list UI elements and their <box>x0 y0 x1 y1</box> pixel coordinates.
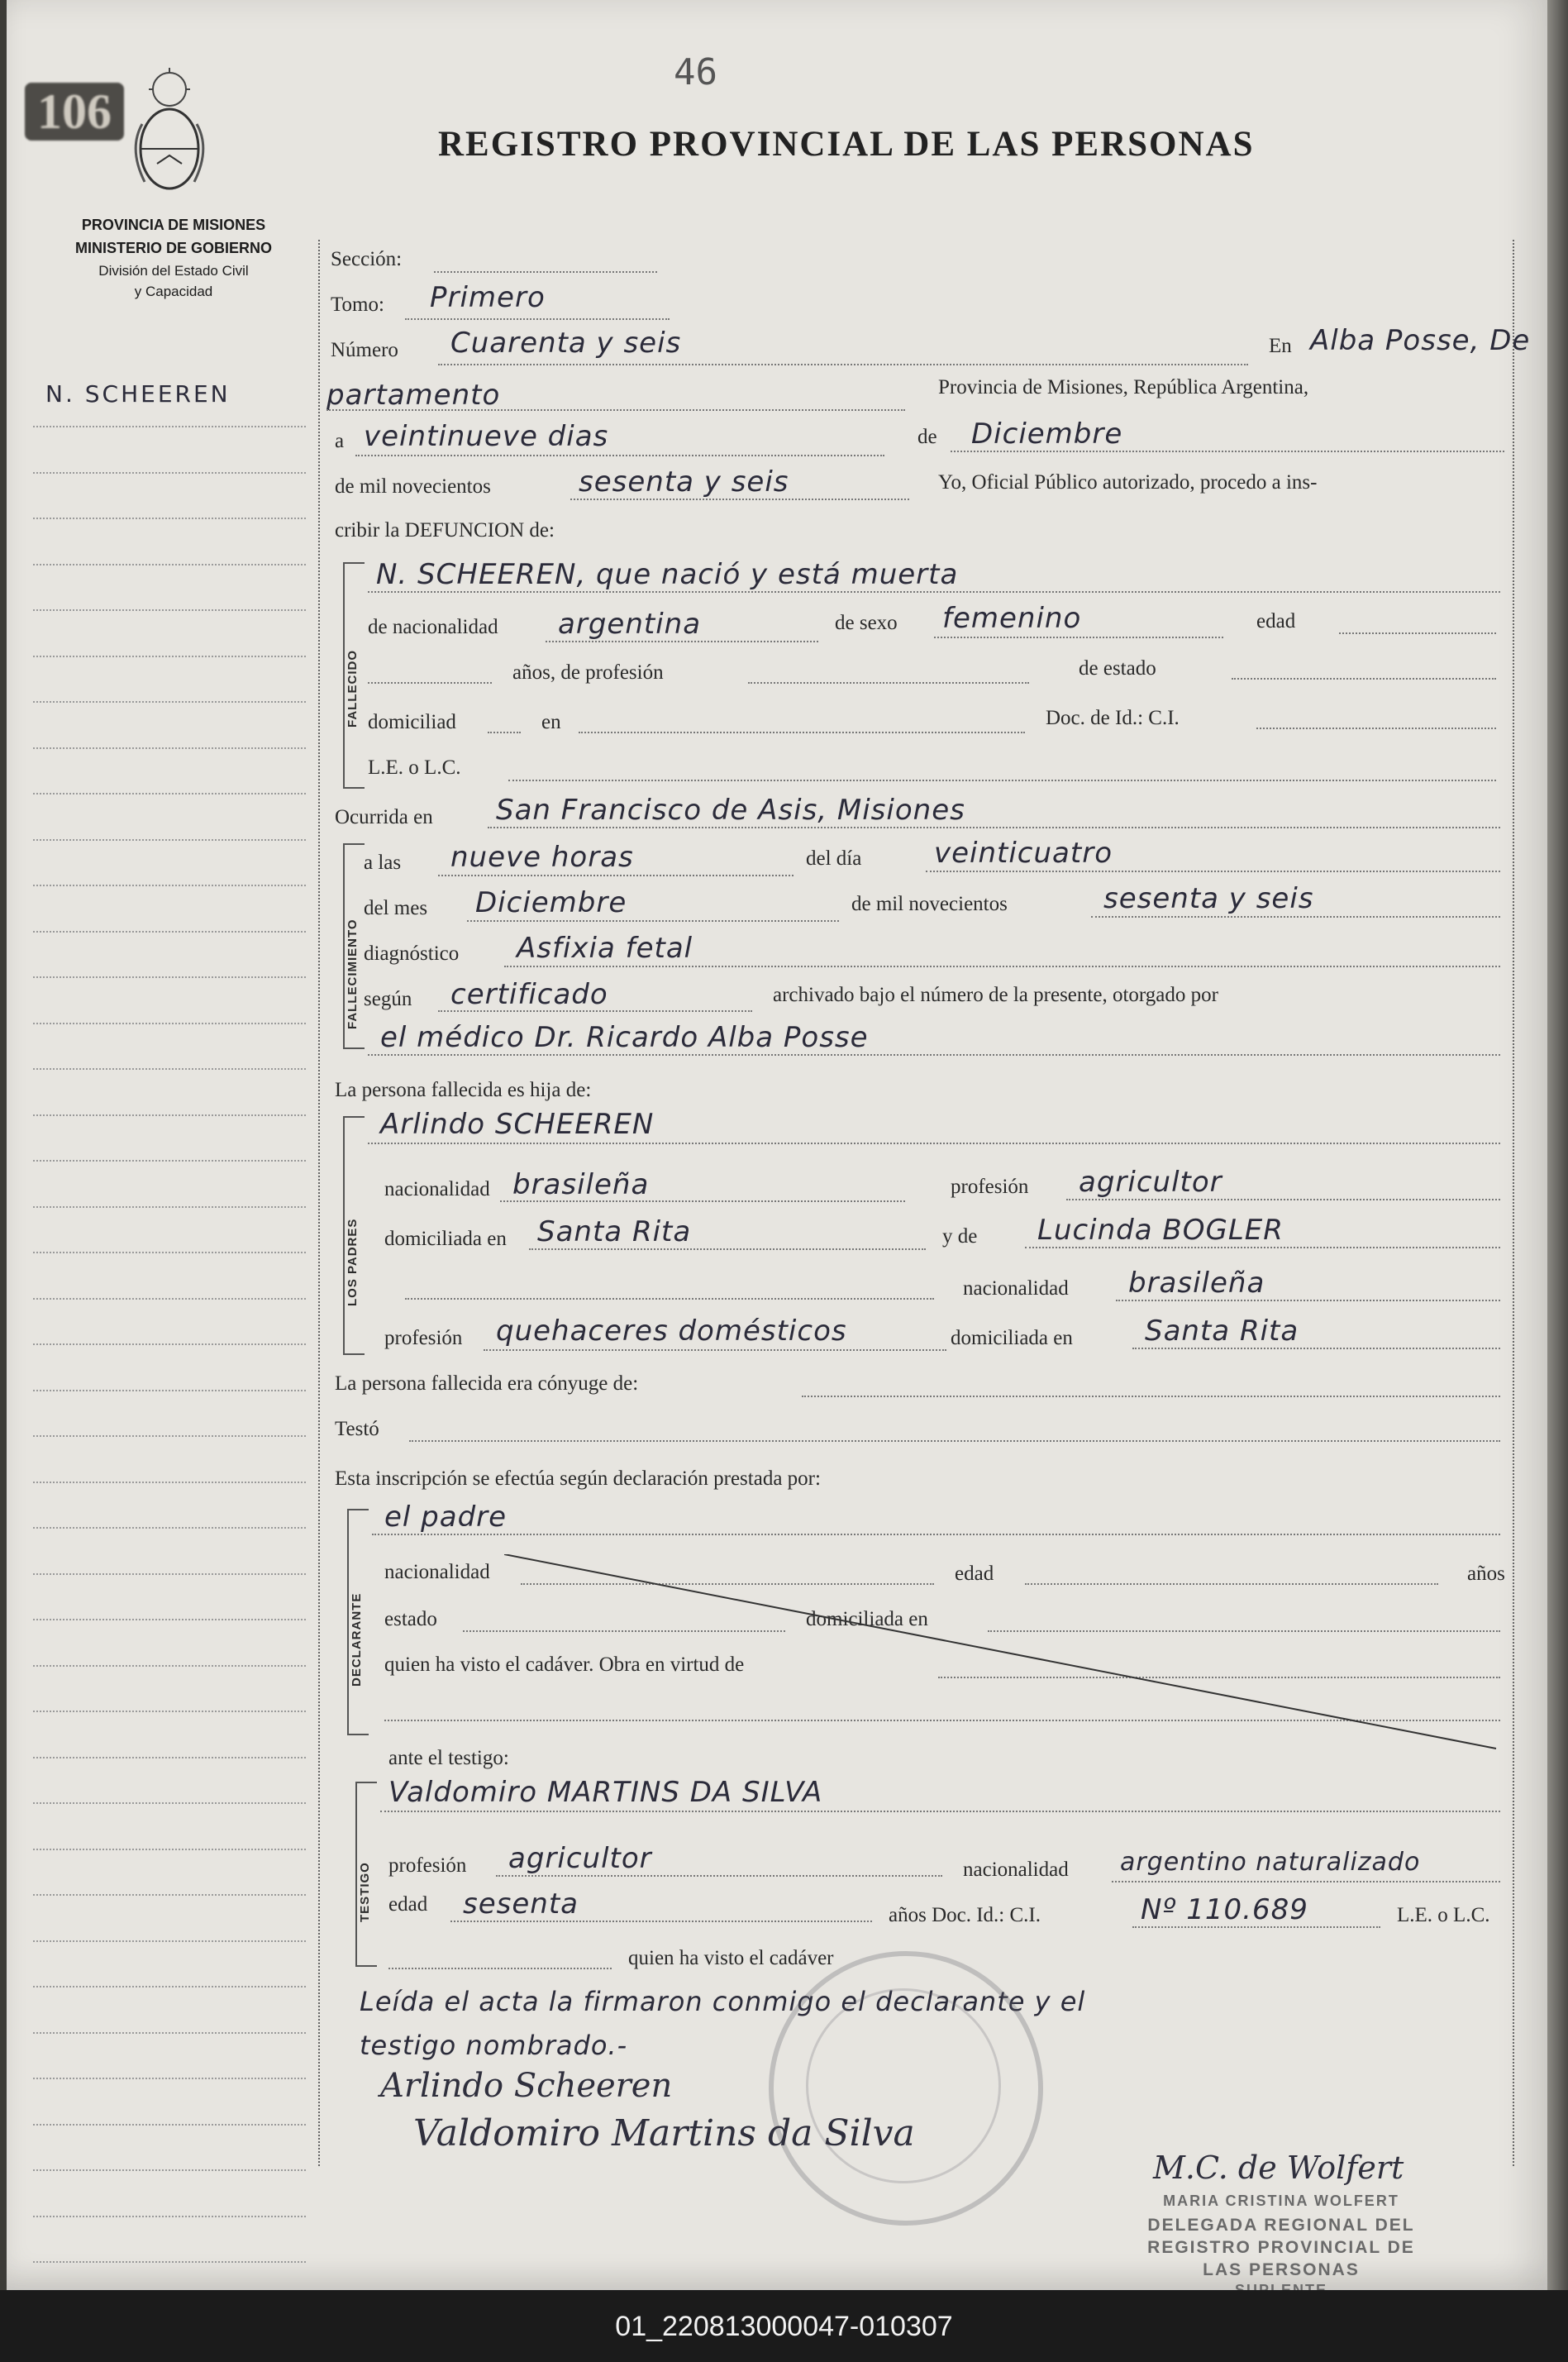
label-doc-id: Doc. de Id.: C.I. <box>1046 707 1180 729</box>
label-anos: años <box>1467 1563 1505 1585</box>
book-binding <box>1547 0 1568 2290</box>
value-anio: sesenta y seis <box>579 465 789 499</box>
margin-ruled-line <box>33 518 306 519</box>
label-en: En <box>1269 335 1292 357</box>
value-segun: certificado <box>450 978 608 1011</box>
label-de: de <box>917 426 937 448</box>
label-profesion-3: profesión <box>388 1854 467 1877</box>
value-lugar: Alba Posse, De <box>1310 324 1531 357</box>
label-a-las: a las <box>364 852 402 874</box>
value-hora: nueve horas <box>450 841 634 874</box>
margin-ruled-line <box>33 1894 306 1896</box>
label-de-mil-2: de mil novecientos <box>851 893 1008 915</box>
label-de-nacionalidad: de nacionalidad <box>368 616 498 638</box>
value-madre-profesion: quehaceres domésticos <box>496 1315 847 1348</box>
value-dia-fall: veinticuatro <box>934 837 1113 870</box>
margin-ruled-line <box>33 609 306 611</box>
label-domiciliada-en: domiciliada en <box>384 1228 507 1250</box>
margin-ruled-line <box>33 1482 306 1483</box>
margin-ruled-line <box>33 656 306 657</box>
margin-ruled-line <box>33 2216 306 2217</box>
value-ocurrida: San Francisco de Asis, Misiones <box>496 794 965 827</box>
label-quien-cadaver-2: quien ha visto el cadáver <box>628 1947 834 1969</box>
value-testigo: Valdomiro MARTINS DA SILVA <box>388 1776 823 1809</box>
label-de-mil: de mil novecientos <box>335 475 491 498</box>
label-ante-testigo: ante el testigo: <box>388 1747 509 1769</box>
inst-line-1: PROVINCIA DE MISIONES <box>81 217 266 233</box>
margin-ruled-line <box>33 2032 306 2034</box>
label-edad-2: edad <box>955 1563 994 1585</box>
value-tomo: Primero <box>430 281 546 314</box>
margin-ruled-line <box>33 426 306 427</box>
inst-line-4: y Capacidad <box>134 284 213 299</box>
margin-ruled-line <box>33 1986 306 1987</box>
value-declarante: el padre <box>384 1501 508 1534</box>
margin-ruled-line <box>33 1665 306 1667</box>
label-a: a <box>335 430 345 452</box>
margin-ruled-line <box>33 1343 306 1345</box>
margin-ruled-line <box>33 1573 306 1575</box>
official-stamp-line-1: MARIA CRISTINA WOLFERT <box>1163 2193 1399 2209</box>
value-sexo: femenino <box>942 602 1082 635</box>
margin-ruled-line <box>33 1390 306 1391</box>
side-label-padres: LOS PADRES <box>346 1218 360 1306</box>
margin-ruled-line <box>33 1757 306 1758</box>
label-nacionalidad: nacionalidad <box>384 1178 490 1200</box>
value-nacionalidad: argentina <box>558 608 702 641</box>
image-caption: 01_220813000047-010307 <box>615 2311 953 2342</box>
label-tomo: Tomo: <box>331 293 384 316</box>
value-fallecido: N. SCHEEREN, que nació y está muerta <box>376 558 959 591</box>
closing-line-2: testigo nombrado.- <box>360 2030 628 2061</box>
margin-ruled-line <box>33 1527 306 1529</box>
label-le-lc: L.E. o L.C. <box>368 756 461 779</box>
left-margin-rule <box>318 240 320 2166</box>
label-diagnostico: diagnóstico <box>364 942 460 965</box>
label-ocurrida: Ocurrida en <box>335 806 433 828</box>
margin-ruled-line <box>33 1160 306 1162</box>
label-provincia: Provincia de Misiones, República Argentina, <box>938 376 1309 398</box>
side-label-fallecimiento: FALLECIMIENTO <box>346 919 360 1029</box>
label-edad: edad <box>1256 610 1296 632</box>
margin-ruled-line <box>33 2124 306 2126</box>
value-padre-nacionalidad: brasileña <box>512 1168 650 1201</box>
official-stamp-line-3: REGISTRO PROVINCIAL DE <box>1147 2238 1415 2257</box>
value-medico: el médico Dr. Ricardo Alba Posse <box>380 1021 869 1054</box>
margin-ruled-line <box>33 1252 306 1253</box>
value-testigo-ci: Nº 110.689 <box>1141 1893 1308 1926</box>
official-stamp-line-2: DELEGADA REGIONAL DEL <box>1147 2216 1415 2235</box>
folio-number: 46 <box>674 51 717 93</box>
side-label-declarante: DECLARANTE <box>350 1592 364 1687</box>
margin-ruled-line <box>33 1206 306 1208</box>
margin-ruled-line <box>33 2261 306 2263</box>
value-padre-profesion: agricultor <box>1079 1166 1222 1199</box>
margin-ruled-line <box>33 1114 306 1116</box>
label-anos-doc: años Doc. Id.: C.I. <box>889 1904 1041 1926</box>
inst-line-3: División del Estado Civil <box>98 263 249 279</box>
label-numero: Número <box>331 339 398 361</box>
value-madre: Lucinda BOGLER <box>1037 1214 1284 1247</box>
value-lugar-2: partamento <box>326 379 501 412</box>
page-title: REGISTRO PROVINCIAL DE LAS PERSONAS <box>438 125 1255 164</box>
label-testo: Testó <box>335 1418 379 1440</box>
margin-ruled-line <box>33 1619 306 1620</box>
label-y-de: y de <box>942 1225 978 1248</box>
value-dia: veintinueve dias <box>364 420 609 453</box>
value-mes: Diciembre <box>971 418 1123 451</box>
signature-testigo: Valdomiro Martins da Silva <box>413 2112 915 2154</box>
margin-ruled-line <box>33 2078 306 2079</box>
label-domiciliad: domiciliad <box>368 711 456 733</box>
value-testigo-nacionalidad: argentino naturalizado <box>1120 1848 1421 1877</box>
label-profesion-2: profesión <box>384 1327 463 1349</box>
label-del-mes: del mes <box>364 897 428 919</box>
side-label-testigo: TESTIGO <box>358 1862 372 1922</box>
value-testigo-profesion: agricultor <box>508 1842 652 1875</box>
label-seccion: Sección: <box>331 248 403 270</box>
margin-ruled-line <box>33 885 306 886</box>
label-conyuge: La persona fallecida era cónyuge de: <box>335 1372 639 1395</box>
margin-note: N. SCHEEREN <box>45 380 231 408</box>
value-anio-fall: sesenta y seis <box>1103 882 1314 915</box>
label-quien-cadaver: quien ha visto el cadáver. Obra en virtud de <box>384 1653 745 1676</box>
value-madre-domicilio: Santa Rita <box>1145 1315 1299 1348</box>
margin-ruled-line <box>33 1435 306 1437</box>
stamp-number: 106 <box>25 83 124 141</box>
label-nacionalidad-3: nacionalidad <box>384 1561 490 1583</box>
value-testigo-edad: sesenta <box>463 1887 579 1921</box>
cancellation-stroke <box>504 1554 1504 1753</box>
margin-ruled-line <box>33 1711 306 1712</box>
label-profesion: profesión <box>951 1176 1029 1198</box>
value-padre: Arlindo SCHEEREN <box>380 1108 655 1141</box>
label-domiciliada-en-2: domiciliada en <box>951 1327 1073 1349</box>
value-diagnostico: Asfixia fetal <box>517 932 693 965</box>
margin-ruled-line <box>33 1298 306 1300</box>
inst-line-2: MINISTERIO DE GOBIERNO <box>74 240 273 256</box>
label-segun: según <box>364 988 412 1010</box>
margin-ruled-line <box>33 793 306 794</box>
margin-ruled-line <box>33 747 306 749</box>
label-en-2: en <box>541 711 561 733</box>
label-inscripcion: Esta inscripción se efectúa según declaración prestada por: <box>335 1467 821 1490</box>
margin-ruled-line <box>33 839 306 841</box>
label-edad-3: edad <box>388 1893 428 1916</box>
label-yo-oficial: Yo, Oficial Público autorizado, procedo a ins- <box>938 471 1318 494</box>
label-nacionalidad-4: nacionalidad <box>963 1859 1069 1881</box>
signature-oficial: M.C. de Wolfert <box>1153 2150 1404 2186</box>
label-de-estado: de estado <box>1079 657 1156 680</box>
value-numero: Cuarenta y seis <box>450 327 682 360</box>
label-nacionalidad-2: nacionalidad <box>963 1277 1069 1300</box>
margin-ruled-line <box>33 1802 306 1804</box>
side-label-fallecido: FALLECIDO <box>346 650 360 728</box>
label-archivado: archivado bajo el número de la presente, otorgado por <box>773 984 1218 1006</box>
label-le-lc-2: L.E. o L.C. <box>1397 1904 1490 1926</box>
margin-ruled-line <box>33 1849 306 1850</box>
margin-ruled-line <box>33 701 306 703</box>
signature-declarante: Arlindo Scheeren <box>380 2067 673 2105</box>
value-padre-domicilio: Santa Rita <box>537 1215 692 1248</box>
margin-ruled-line <box>33 472 306 474</box>
value-mes-fall: Diciembre <box>475 886 627 919</box>
margin-ruled-line <box>33 564 306 565</box>
margin-ruled-line <box>33 2169 306 2171</box>
label-anos-profesion: años, de profesión <box>512 661 664 684</box>
right-margin-rule <box>1513 240 1514 2166</box>
coat-of-arms-icon <box>124 66 215 207</box>
margin-ruled-line <box>33 1068 306 1070</box>
value-madre-nacionalidad: brasileña <box>1128 1267 1265 1300</box>
margin-ruled-line <box>33 931 306 933</box>
label-estado: estado <box>384 1608 437 1630</box>
label-hija-de: La persona fallecida es hija de: <box>335 1079 592 1101</box>
margin-ruled-line <box>33 1940 306 1942</box>
label-domiciliada-en-3: domiciliada en <box>806 1608 928 1630</box>
label-de-sexo: de sexo <box>835 612 898 634</box>
official-stamp-line-4: LAS PERSONAS <box>1203 2260 1360 2279</box>
margin-ruled-line <box>33 976 306 978</box>
closing-line-1: Leída el acta la firmaron conmigo el declarante y el <box>360 1986 1086 2017</box>
label-del-dia: del día <box>806 847 862 870</box>
label-cribir: cribir la DEFUNCION de: <box>335 519 555 542</box>
margin-ruled-line <box>33 1023 306 1024</box>
